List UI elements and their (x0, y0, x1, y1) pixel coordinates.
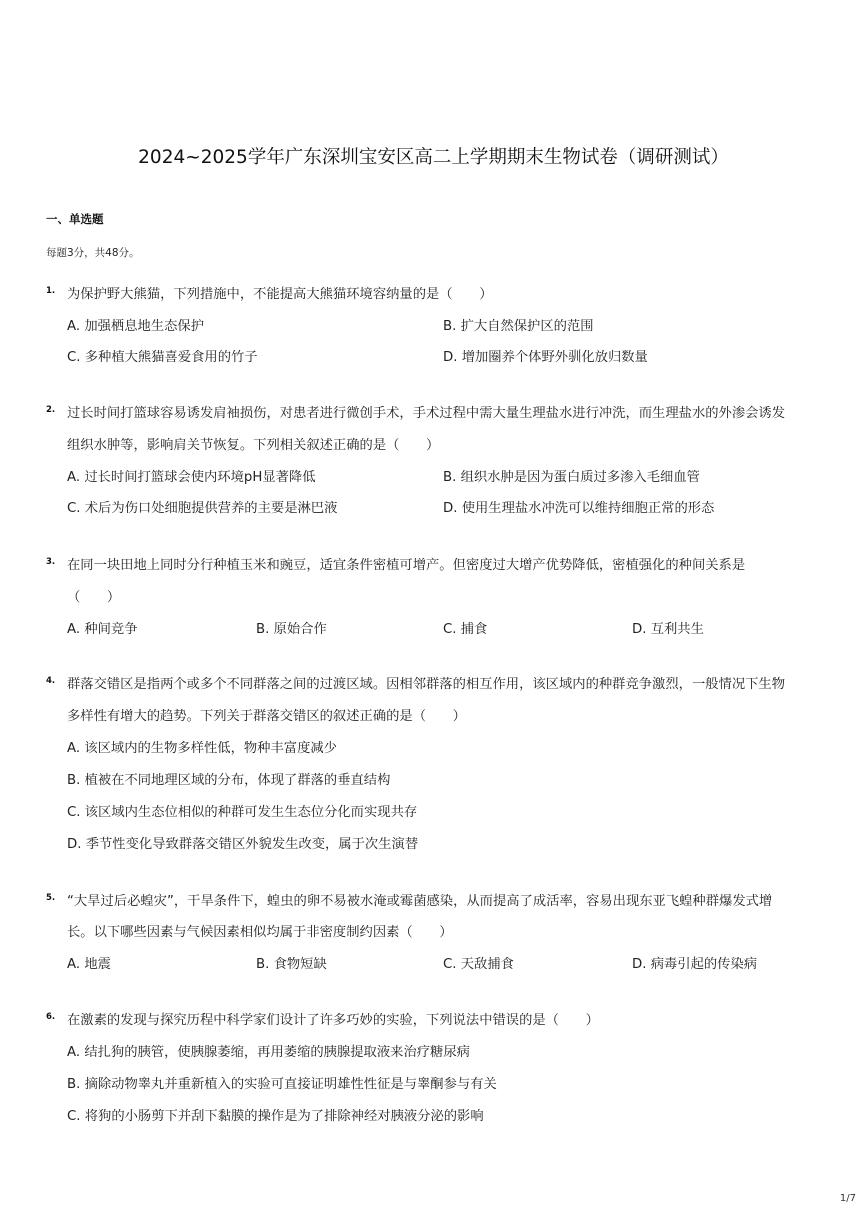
question-number: 4. (46, 676, 56, 686)
page-title: 2024~2025学年广东深圳宝安区高二上学期期末生物试卷（调研测试） (138, 147, 729, 168)
question-stem: 长。以下哪些因素与气候因素相似均属于非密度制约因素（ ） (67, 925, 453, 940)
option-d: D. 使用生理盐水冲洗可以维持细胞正常的形态 (443, 501, 715, 516)
option-a: A. 该区域内的生物多样性低，物种丰富度减少 (67, 741, 337, 756)
option-a: A. 地震 (67, 957, 111, 972)
option-b: B. 组织水肿是因为蛋白质过多渗入毛细血管 (443, 470, 700, 485)
option-c: C. 捕食 (443, 622, 488, 637)
option-b: B. 植被在不同地理区域的分布，体现了群落的垂直结构 (67, 773, 391, 788)
question-stem: 在同一块田地上同时分行种植玉米和豌豆，适宜条件密植可增产。但密度过大增产优势降低，密植强化的种间关系是 (67, 558, 746, 573)
option-b: B. 食物短缺 (256, 957, 327, 972)
question-number: 1. (46, 286, 56, 296)
question-stem: 多样性有增大的趋势。下列关于群落交错区的叙述正确的是（ ） (67, 709, 466, 724)
option-c: C. 天敌捕食 (443, 957, 514, 972)
option-c: C. 多种植大熊猫喜爱食用的竹子 (67, 350, 258, 365)
option-a: A. 种间竞争 (67, 622, 138, 637)
option-d: D. 互利共生 (632, 622, 704, 637)
option-c: C. 将狗的小肠剪下并刮下黏膜的操作是为了排除神经对胰液分泌的影响 (67, 1109, 484, 1124)
option-c: C. 该区域内生态位相似的种群可发生生态位分化而实现共存 (67, 805, 418, 820)
page-number: 1/7 (839, 1193, 856, 1204)
option-a: A. 过长时间打篮球会使内环境pH显著降低 (67, 470, 316, 485)
section-heading: 一、单选题 (46, 212, 104, 226)
option-b: B. 摘除动物睾丸并重新植入的实验可直接证明雄性性征是与睾酮参与有关 (67, 1077, 497, 1092)
question-number: 3. (46, 557, 56, 567)
option-a: A. 结扎狗的胰管，使胰腺萎缩，再用萎缩的胰腺提取液来治疗糖尿病 (67, 1045, 470, 1060)
option-d: D. 增加圈养个体野外驯化放归数量 (443, 350, 648, 365)
question-stem: （ ） (67, 590, 121, 605)
question-stem: 过长时间打篮球容易诱发肩袖损伤，对患者进行微创手术，手术过程中需大量生理盐水进行冲洗，而生理盐水的外渗会诱发 (67, 406, 786, 421)
question-stem: 组织水肿等，影响肩关节恢复。下列相关叙述正确的是（ ） (67, 438, 440, 453)
option-b: B. 原始合作 (256, 622, 327, 637)
option-b: B. 扩大自然保护区的范围 (443, 319, 594, 334)
question-stem: 在激素的发现与探究历程中科学家们设计了许多巧妙的实验，下列说法中错误的是（ ） (67, 1013, 599, 1028)
question-stem: “大旱过后必蝗灾”，干旱条件下，蝗虫的卵不易被水淹或霉菌感染，从而提高了成活率，容易出现东亚飞蝗种群爆发式增 (67, 894, 773, 909)
option-a: A. 加强栖息地生态保护 (67, 319, 204, 334)
question-number: 5. (46, 893, 56, 903)
question-stem: 群落交错区是指两个或多个不同群落之间的过渡区域。因相邻群落的相互作用，该区域内的种群竞争激烈，一般情况下生物 (67, 677, 786, 692)
option-d: D. 病毒引起的传染病 (632, 957, 758, 972)
question-number: 6. (46, 1012, 56, 1022)
option-c: C. 术后为伤口处细胞提供营养的主要是淋巴液 (67, 501, 338, 516)
question-number: 2. (46, 405, 56, 415)
question-stem: 为保护野大熊猫，下列措施中，不能提高大熊猫环境容纳量的是（ ） (67, 287, 493, 302)
section-note: 每题3分，共48分。 (46, 247, 140, 259)
option-d: D. 季节性变化导致群落交错区外貌发生改变，属于次生演替 (67, 837, 419, 852)
